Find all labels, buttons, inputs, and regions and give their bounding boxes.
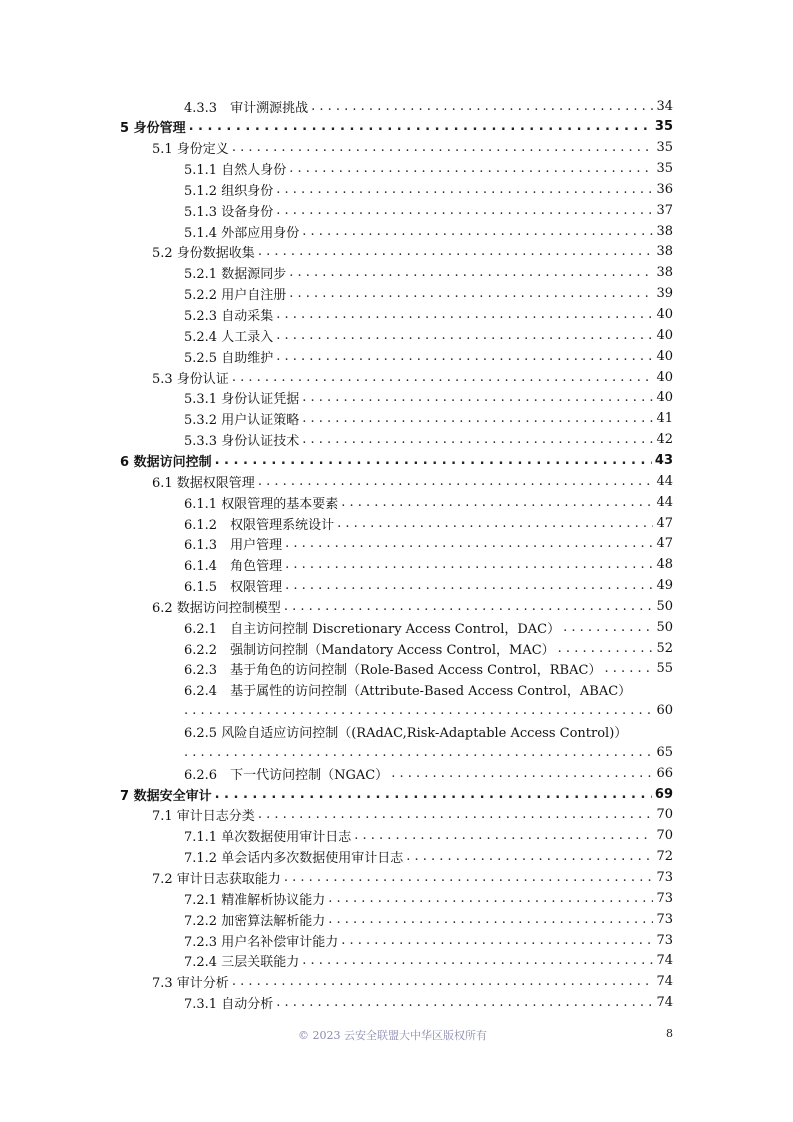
toc-entry[interactable] bbox=[184, 325, 673, 345]
page-number: 8 bbox=[666, 1027, 673, 1040]
toc-entry[interactable] bbox=[184, 763, 673, 783]
toc-entry[interactable] bbox=[184, 430, 673, 450]
toc-entry-page: 74 bbox=[656, 953, 673, 969]
copyright-text: © 2023 云安全联盟大中华区版权所有 bbox=[298, 1029, 487, 1042]
toc-leader-dots bbox=[189, 119, 652, 134]
toc-entry-page: 70 bbox=[656, 807, 673, 823]
toc-entry[interactable] bbox=[184, 96, 673, 116]
toc-entry-label: 5.1.4 外部应用身份 bbox=[184, 225, 300, 241]
toc-leader-dots bbox=[311, 99, 653, 114]
toc-leader-dots bbox=[285, 536, 653, 551]
toc-leader-dots bbox=[232, 370, 654, 385]
toc-entry[interactable] bbox=[152, 596, 673, 616]
toc-leader-dots bbox=[215, 787, 652, 802]
toc-leader-dots bbox=[341, 933, 653, 948]
toc-entry[interactable] bbox=[184, 659, 673, 679]
toc-entry-label: 7.1.1 单次数据使用审计日志 bbox=[184, 830, 352, 846]
toc-entry-label: 5.1.3 设备身份 bbox=[184, 204, 274, 220]
toc-leader-dots bbox=[341, 495, 653, 510]
toc-chapter[interactable] bbox=[120, 450, 673, 470]
toc-entry-label: 7.1 审计日志分类 bbox=[152, 809, 255, 825]
toc-chapter[interactable] bbox=[120, 784, 673, 804]
toc-entry-page: 41 bbox=[656, 411, 673, 427]
toc-leader-dots bbox=[276, 995, 653, 1010]
toc-entry-label: 6.2.5 风险自适应访问控制（(RAdAC,Risk-Adaptable Access Control)） bbox=[184, 726, 628, 741]
toc-leader-dots bbox=[232, 974, 654, 989]
toc-entry-label: 5.1.1 自然人身份 bbox=[184, 163, 287, 179]
toc-entry-label: 5.3.3 身份认证技术 bbox=[184, 434, 300, 450]
toc-entry-page: 73 bbox=[656, 890, 673, 906]
toc-entry-page: 70 bbox=[656, 828, 673, 844]
toc-entry-page: 42 bbox=[656, 432, 673, 448]
toc-entry[interactable] bbox=[184, 200, 673, 220]
toc-entry[interactable] bbox=[184, 409, 673, 429]
toc-entry[interactable] bbox=[184, 492, 673, 512]
toc-entry-page: 40 bbox=[656, 348, 673, 364]
toc-entry-page: 47 bbox=[656, 515, 673, 531]
toc-entry[interactable] bbox=[184, 534, 673, 554]
toc-entry-label: 5.2.4 人工录入 bbox=[184, 329, 274, 345]
toc-entry[interactable] bbox=[184, 179, 673, 199]
toc-leader-dots bbox=[276, 328, 653, 343]
toc-entry-label: 7.2.1 精准解析协议能力 bbox=[184, 892, 326, 908]
toc-entry-label: 6.2 数据访问控制模型 bbox=[152, 600, 281, 616]
toc-leader-dots bbox=[302, 953, 653, 968]
toc-leader-dots bbox=[184, 703, 653, 718]
toc-entry[interactable] bbox=[184, 576, 673, 596]
toc-leader-dots bbox=[232, 140, 654, 155]
toc-entry[interactable] bbox=[184, 847, 673, 867]
toc-entry[interactable] bbox=[184, 951, 673, 971]
toc-leader-dots bbox=[328, 891, 653, 906]
toc-entry-continuation[interactable] bbox=[184, 742, 673, 762]
toc-entry[interactable] bbox=[184, 221, 673, 241]
toc-entry-page: 40 bbox=[656, 307, 673, 322]
toc-entry-continuation[interactable] bbox=[184, 701, 673, 721]
toc-leader-dots bbox=[285, 557, 653, 572]
toc-entry-label: 7.2.2 加密算法解析能力 bbox=[184, 913, 326, 929]
toc-leader-dots bbox=[276, 203, 653, 218]
toc-entry-label: 6 数据访问控制 bbox=[120, 454, 212, 470]
toc-entry-page: 52 bbox=[656, 640, 673, 656]
toc-entry-page: 35 bbox=[656, 140, 673, 156]
toc-entry-label: 6.1.2 权限管理系统设计 bbox=[184, 517, 335, 533]
toc-entry-page: 40 bbox=[656, 390, 673, 406]
toc-entry-page: 72 bbox=[656, 849, 673, 865]
toc-leader-dots bbox=[563, 620, 653, 635]
toc-entry-page: 60 bbox=[656, 703, 673, 719]
toc-leader-dots bbox=[328, 912, 653, 927]
toc-leader-dots bbox=[184, 745, 653, 760]
toc-entry[interactable] bbox=[184, 722, 673, 742]
toc-entry-page: 74 bbox=[656, 995, 673, 1011]
toc-leader-dots bbox=[276, 349, 653, 364]
toc-leader-dots bbox=[406, 849, 653, 864]
toc-entry[interactable] bbox=[184, 555, 673, 575]
toc-entry[interactable] bbox=[152, 242, 673, 262]
toc-entry-page: 36 bbox=[656, 181, 673, 197]
toc-entry-label: 7.2 审计日志获取能力 bbox=[152, 871, 281, 887]
toc-leader-dots bbox=[302, 390, 653, 405]
toc-entry-page: 73 bbox=[656, 911, 673, 927]
toc-entry[interactable] bbox=[152, 867, 673, 887]
toc-leader-dots bbox=[258, 244, 654, 259]
toc-entry-label: 5.1 身份定义 bbox=[152, 142, 229, 158]
toc-entry[interactable] bbox=[184, 346, 673, 366]
toc-entry-label: 6.2.6 下一代访问控制（NGAC） bbox=[184, 767, 389, 783]
toc-leader-dots bbox=[302, 432, 653, 447]
toc-entry-label: 7.3 审计分析 bbox=[152, 976, 229, 992]
toc-entry-page: 50 bbox=[656, 598, 673, 614]
toc-entry[interactable] bbox=[184, 617, 673, 637]
toc-entry-label: 7 数据安全审计 bbox=[120, 788, 212, 804]
toc-entry[interactable] bbox=[184, 930, 673, 950]
toc-entry[interactable] bbox=[152, 972, 673, 992]
toc-entry-page: 38 bbox=[656, 265, 673, 281]
toc-leader-dots bbox=[558, 641, 654, 656]
toc-entry-label: 4.3.3 审计溯源挑战 bbox=[184, 100, 309, 116]
toc-entry-label: 7.2.3 用户名补偿审计能力 bbox=[184, 934, 339, 950]
toc-entry-label: 6.1.1 权限管理的基本要素 bbox=[184, 496, 339, 512]
page-footer bbox=[0, 1027, 793, 1043]
toc-entry-page: 50 bbox=[656, 619, 673, 635]
toc-leader-dots bbox=[604, 661, 653, 676]
toc-entry[interactable] bbox=[184, 263, 673, 283]
toc-entry-page: 39 bbox=[656, 286, 673, 302]
toc-entry[interactable] bbox=[184, 159, 673, 179]
toc-entry-label: 7.2.4 三层关联能力 bbox=[184, 955, 300, 971]
toc-entry-page: 48 bbox=[656, 557, 673, 573]
toc-entry-page: 49 bbox=[656, 578, 673, 594]
toc-entry-page: 34 bbox=[656, 98, 673, 114]
toc-entry-label: 6.1 数据权限管理 bbox=[152, 475, 255, 491]
toc-leader-dots bbox=[215, 453, 652, 468]
toc-entry[interactable] bbox=[184, 638, 673, 658]
toc-entry-label: 5 身份管理 bbox=[120, 121, 186, 137]
toc-entry-label: 6.2.1 自主访问控制 Discretionary Access Control，DAC） bbox=[184, 621, 561, 637]
toc-entry-page: 73 bbox=[656, 932, 673, 948]
toc-entry-page: 66 bbox=[656, 765, 673, 781]
toc-entry-page: 73 bbox=[656, 869, 673, 885]
toc-leader-dots bbox=[284, 599, 654, 614]
toc-entry-page: 38 bbox=[656, 223, 673, 239]
toc-entry-page: 44 bbox=[656, 494, 673, 510]
toc-entry-label: 5.2.1 数据源同步 bbox=[184, 267, 287, 283]
toc-entry-label: 5.2.5 自助维护 bbox=[184, 350, 274, 366]
toc-leader-dots bbox=[285, 578, 653, 593]
toc-entry[interactable] bbox=[184, 284, 673, 304]
toc-leader-dots bbox=[284, 870, 654, 885]
toc-entry-page: 47 bbox=[656, 536, 673, 552]
toc-entry[interactable] bbox=[152, 471, 673, 491]
toc-entry-page: 65 bbox=[656, 744, 673, 760]
toc-leader-dots bbox=[337, 516, 653, 531]
toc-leader-dots bbox=[354, 828, 653, 843]
toc-entry-label: 5.2.2 用户自注册 bbox=[184, 288, 287, 304]
toc-entry-page: 35 bbox=[654, 119, 673, 135]
toc-entry[interactable] bbox=[152, 367, 673, 387]
toc-entry-label: 6.1.3 用户管理 bbox=[184, 538, 283, 554]
toc-entry-label: 6.1.5 权限管理 bbox=[184, 580, 283, 596]
toc-entry[interactable] bbox=[152, 805, 673, 825]
toc-leader-dots bbox=[289, 161, 653, 176]
toc-leader-dots bbox=[258, 807, 654, 822]
toc-entry[interactable] bbox=[184, 305, 673, 325]
toc-leader-dots bbox=[302, 224, 653, 239]
toc-entry[interactable] bbox=[184, 909, 673, 929]
toc-entry[interactable] bbox=[184, 680, 673, 700]
toc-entry-label: 6.1.4 角色管理 bbox=[184, 559, 283, 575]
toc-entry-label: 7.3.1 自动分析 bbox=[184, 997, 274, 1013]
toc-leader-dots bbox=[258, 474, 654, 489]
toc-chapter[interactable] bbox=[120, 117, 673, 137]
toc-leader-dots bbox=[391, 766, 653, 781]
toc-leader-dots bbox=[276, 307, 653, 322]
toc-entry-page: 74 bbox=[656, 974, 673, 990]
toc-entry[interactable] bbox=[184, 513, 673, 533]
toc-entry-page: 55 bbox=[656, 661, 673, 677]
toc-entry-label: 6.2.2 强制访问控制（Mandatory Access Control，MAC） bbox=[184, 642, 555, 658]
toc-entry-label: 5.2 身份数据收集 bbox=[152, 246, 255, 262]
toc-entry[interactable] bbox=[184, 888, 673, 908]
toc-leader-dots bbox=[289, 265, 653, 280]
toc-leader-dots bbox=[302, 411, 653, 426]
toc-entry[interactable] bbox=[152, 138, 673, 158]
toc-entry[interactable] bbox=[184, 826, 673, 846]
toc-entry[interactable] bbox=[184, 993, 673, 1013]
toc-entry-page: 38 bbox=[656, 244, 673, 260]
toc-entry-label: 5.3 身份认证 bbox=[152, 371, 229, 387]
toc-entry-label: 5.1.2 组织身份 bbox=[184, 183, 274, 199]
toc-entry-label: 5.2.3 自动采集 bbox=[184, 309, 274, 324]
toc-leader-dots bbox=[276, 182, 653, 197]
toc-entry-label: 5.3.1 身份认证凭据 bbox=[184, 392, 300, 408]
toc-entry-page: 40 bbox=[656, 327, 673, 343]
toc-entry-label: 6.2.3 基于角色的访问控制（Role-Based Access Control，RBAC） bbox=[184, 663, 602, 679]
toc-entry[interactable] bbox=[184, 388, 673, 408]
toc-entry-page: 43 bbox=[654, 452, 673, 468]
toc-entry-page: 69 bbox=[654, 786, 673, 802]
toc-entry-page: 44 bbox=[656, 473, 673, 489]
toc-entry-page: 40 bbox=[656, 369, 673, 385]
toc-entry-label: 5.3.2 用户认证策略 bbox=[184, 413, 300, 429]
toc-entry-label: 6.2.4 基于属性的访问控制（Attribute-Based Access Control，ABAC） bbox=[184, 684, 632, 700]
toc-entry-page: 35 bbox=[656, 161, 673, 177]
toc-entry-page: 37 bbox=[656, 202, 673, 218]
toc-leader-dots bbox=[289, 286, 653, 301]
toc-entry-label: 7.1.2 单会话内多次数据使用审计日志 bbox=[184, 851, 404, 867]
